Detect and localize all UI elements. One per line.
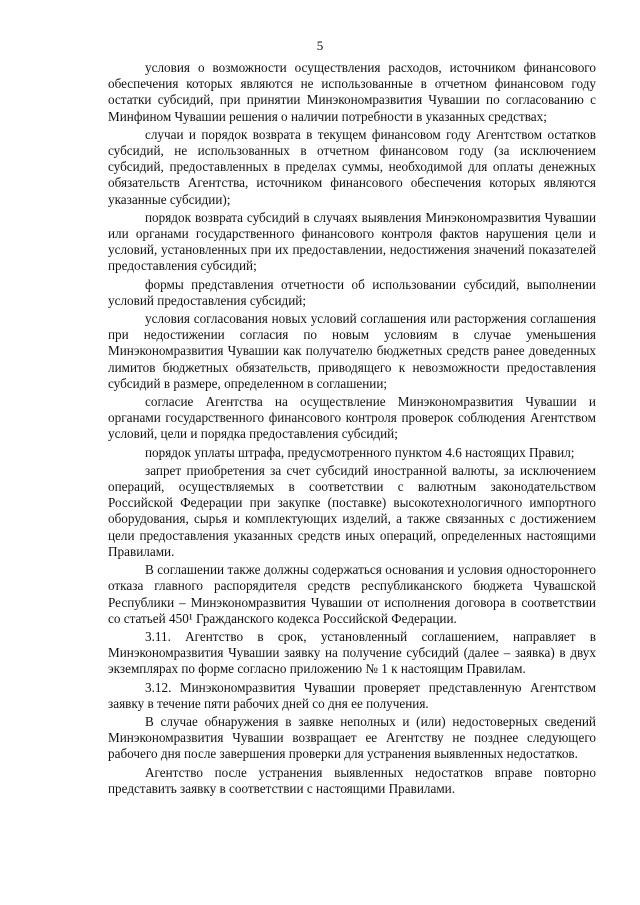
paragraph: В соглашении также должны содержаться основания и условия одностороннего отказа главного распорядителя средств республиканского бюджета Чувашской Республики – Минэкономразвития Чувашии от исполнения договора в соответствии со статьей 450¹ Гражданского кодекса Российской Федерации. [108,562,596,626]
paragraph: условия о возможности осуществления расходов, источником финансового обеспечения которых являются не использованные в отчетном финансовом году остатки субсидий, при принятии Минэкономразвития Чувашии по согласованию с Минфином Чувашии решения о наличии потребности в указанных средствах; [108,60,596,124]
paragraph: В случае обнаружения в заявке неполных и (или) недостоверных сведений Минэкономразвития Чувашии возвращает ее Агентству не позднее следующего рабочего дня после завершения проверки для устранения выявленных недостатков. [108,713,596,762]
paragraph: порядок уплаты штрафа, предусмотренного пунктом 4.6 настоящих Правил; [145,444,575,460]
paragraph: формы представления отчетности об использовании субсидий, выполнении условий предоставления субсидий; [108,276,596,308]
paragraph: условия согласования новых условий соглашения или расторжения соглашения при недостижении согласия по новым условиям в случае уменьшения Минэкономразвития Чувашии как получателю бюджетных средств ранее доведенных лимитов бюджетных обязательств, приводящего к невозможности предоставления субсидий в размере, определенном в соглашении; [108,311,596,391]
paragraph: порядок возврата субсидий в случаях выявления Минэкономразвития Чувашии или органами государственного финансового контроля фактов нарушения цели и условий, установленных при их предоставлении, недостижения значений показателей предоставления субсидий; [108,209,596,274]
paragraph: 3.11. Агентство в срок, установленный соглашением, направляет в Минэкономразвития Чувашии заявку на получение субсидий (далее – заявка) в двух экземплярах по форме согласно приложению № 1 к настоящим Правилам. [108,628,596,677]
body-text [108,60,596,799]
paragraph: Агентство после устранения выявленных недостатков вправе повторно представить заявку в соответствии с настоящими Правилами. [108,764,596,796]
paragraph: согласие Агентства на осуществление Минэкономразвития Чувашии и органами государственного финансового контроля проверок соблюдения Агентством условий, цели и порядка предоставления субсидий; [108,394,596,442]
paragraph: 3.12. Минэкономразвития Чувашии проверяет представленную Агентством заявку в течение пяти рабочих дней со дня ее получения. [108,679,596,711]
paragraph: запрет приобретения за счет субсидий иностранной валюты, за исключением операций, осуществляемых в соответствии с валютным законодательством Российской Федерации при закупке (поставке) высокотехнологичного импортного оборудования, сырья и комплектующих изделий, а также связанных с достижением цели предоставления указанных средств иных операций, определенных настоящими Правилами. [108,462,596,559]
paragraph: случаи и порядок возврата в текущем финансовом году Агентством остатков субсидий, не использованных в отчетном финансовом году (за исключением субсидий, предоставленных в пределах суммы, необходимой для оплаты денежных обязательств Агентства, источником финансового обеспечения которых являются указанные субсидии); [108,126,596,207]
page-number: 5 [316,38,324,53]
